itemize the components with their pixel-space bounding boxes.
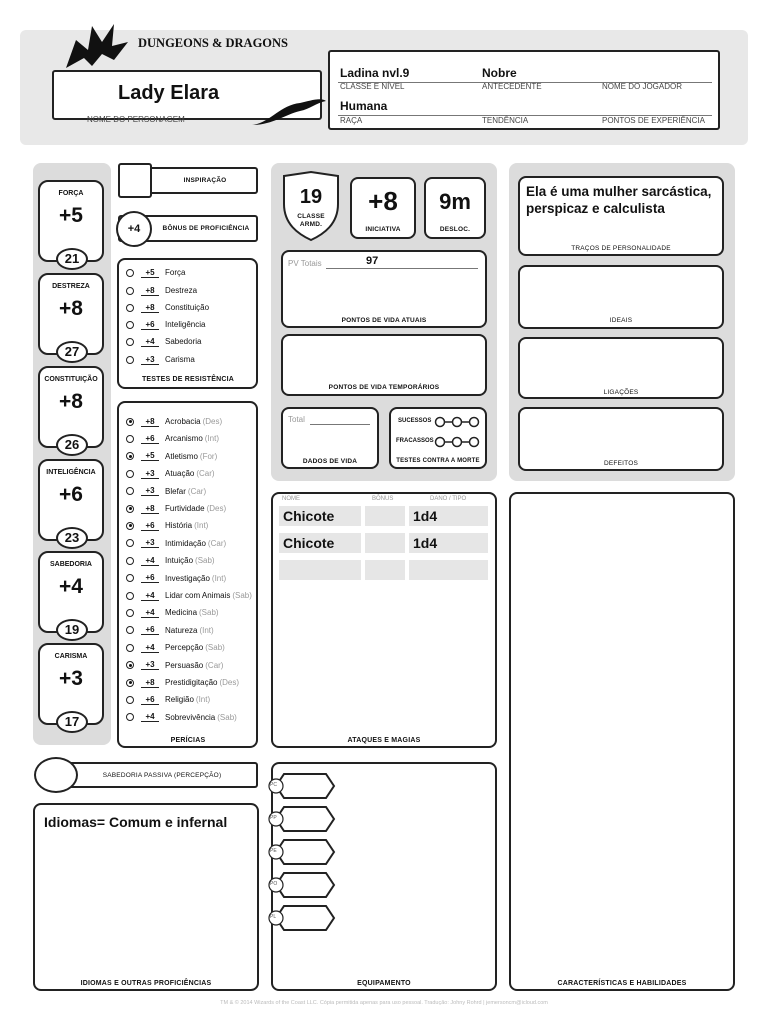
skill-value: +8	[141, 504, 159, 514]
bonds-label: LIGAÇÕES	[603, 389, 639, 396]
dragon-logo-icon	[62, 20, 132, 72]
skill-name: Atuação	[165, 469, 195, 479]
skill-prof-dot[interactable]	[126, 539, 134, 547]
skill-ability: (Des)	[219, 678, 240, 687]
skill-ability: (Sab)	[195, 556, 215, 566]
skill-row[interactable]	[126, 517, 208, 534]
speed-value[interactable]: 9m	[439, 189, 471, 214]
skill-row[interactable]	[126, 552, 215, 569]
ability-constituicao: CONSTITUIÇÃO +8 26	[38, 366, 104, 448]
ability-score[interactable]: 17	[56, 711, 88, 733]
initiative-value[interactable]: +8	[368, 186, 398, 216]
player-name-label: NOME DO JOGADOR	[602, 82, 683, 91]
xp-label: PONTOS DE EXPERIÊNCIA	[602, 116, 705, 125]
equipment-label: EQUIPAMENTO	[357, 980, 411, 987]
attack-bonus[interactable]	[365, 560, 405, 580]
skill-row[interactable]	[126, 535, 226, 552]
inspiration-label: INSPIRAÇÃO	[183, 177, 227, 184]
coin-label: PC	[270, 782, 277, 788]
ability-score[interactable]: 27	[56, 341, 88, 363]
skill-ability: (Sab)	[232, 591, 252, 600]
skill-row[interactable]	[126, 674, 239, 691]
armor-class-label: CLASSE ARMD.	[297, 213, 325, 228]
skill-row[interactable]	[126, 413, 222, 430]
skill-name: Prestidigitação	[165, 678, 218, 687]
ability-score[interactable]: 19	[56, 619, 88, 641]
ability-score[interactable]: 21	[56, 248, 88, 270]
skill-value: +8	[141, 678, 159, 688]
attack-name[interactable]	[279, 560, 361, 580]
ability-sabedoria: SABEDORIA +4 19	[38, 551, 104, 633]
skill-name: Natureza	[165, 625, 198, 635]
skill-name: Acrobacia	[165, 417, 201, 426]
ability-score[interactable]: 23	[56, 527, 88, 549]
skill-name: Medicina	[165, 608, 198, 618]
attack-bonus[interactable]	[365, 506, 405, 526]
skill-prof-dot[interactable]	[126, 435, 134, 443]
skill-value: +5	[141, 451, 159, 461]
skill-value: +6	[141, 573, 159, 583]
skill-name: Religião	[165, 695, 194, 705]
death-success-label: SUCESSOS	[398, 418, 432, 424]
death-saves-label: TESTES CONTRA A MORTE	[396, 458, 480, 464]
skill-ability: (Car)	[205, 660, 224, 670]
skill-value: +6	[141, 625, 159, 635]
skill-row[interactable]	[126, 587, 252, 604]
skill-value: +3	[141, 486, 159, 496]
skill-name: Blefar	[165, 486, 186, 496]
save-forca[interactable]: +5 Força	[126, 264, 185, 281]
skill-ability: (Car)	[187, 486, 207, 496]
skill-ability: (Des)	[202, 417, 223, 426]
race[interactable]: Humana	[340, 99, 388, 113]
class-level-label: CLASSE E NÍVEL	[340, 82, 405, 91]
logo-text: DUNGEONS & DRAGONS	[138, 36, 289, 50]
traits-text: Ela é uma mulher sarcástica, perspicaz e calculista	[526, 184, 712, 216]
skill-prof-dot[interactable]	[126, 557, 134, 565]
skill-ability: (Int)	[195, 695, 211, 705]
coin-field[interactable]	[268, 772, 336, 800]
skill-ability: (Car)	[207, 538, 227, 548]
skill-ability: (Sab)	[205, 643, 225, 653]
skill-row[interactable]	[126, 604, 219, 621]
armor-class-value[interactable]: 19	[299, 186, 323, 208]
ideals-label: IDEAIS	[609, 317, 633, 324]
hit-dice-total-line	[310, 424, 370, 425]
coin-field[interactable]	[268, 904, 336, 932]
attack-name[interactable]: Chicote	[279, 533, 361, 553]
alignment-label: TENDÊNCIA	[482, 116, 529, 125]
skill-prof-dot[interactable]	[126, 418, 134, 426]
save-constituicao[interactable]: +8 Constituição	[126, 299, 209, 316]
skill-row[interactable]	[126, 448, 217, 465]
character-name-label: NOME DO PERSONAGEM	[87, 115, 185, 124]
skill-name: Sobrevivência	[165, 712, 216, 722]
coin-field[interactable]	[268, 805, 336, 833]
ability-mod[interactable]: +8	[59, 390, 83, 413]
skill-name: Investigação	[165, 573, 210, 583]
skill-value: +3	[141, 538, 159, 548]
attack-damage[interactable]	[409, 560, 488, 580]
save-prof-dot[interactable]	[126, 356, 134, 364]
skill-ability: (Car)	[196, 469, 215, 479]
skill-ability: (Int)	[211, 573, 227, 583]
hit-dice-total-label: Total	[288, 415, 305, 424]
ability-mod[interactable]: +5	[59, 204, 83, 227]
save-prof-dot[interactable]	[126, 269, 134, 277]
skill-prof-dot[interactable]	[126, 661, 134, 669]
skill-prof-dot[interactable]	[126, 696, 134, 704]
skill-value: +4	[141, 591, 159, 601]
ability-inteligencia: INTELIGÊNCIA +6 23	[38, 459, 104, 541]
attack-damage[interactable]: 1d4	[409, 533, 488, 553]
skill-row[interactable]	[126, 465, 215, 482]
skill-ability: (Int)	[194, 521, 209, 531]
skill-row[interactable]	[126, 430, 219, 447]
skill-row[interactable]	[126, 639, 225, 656]
death-success-circles[interactable]	[434, 415, 480, 427]
skill-prof-dot[interactable]	[126, 609, 134, 617]
skill-name: História	[165, 521, 193, 531]
attacks-label: ATAQUES E MAGIAS	[347, 737, 421, 744]
proficiency-label: BÔNUS DE PROFICIÊNCIA	[162, 225, 250, 232]
background[interactable]: Nobre	[482, 66, 517, 80]
ability-score[interactable]: 26	[56, 434, 88, 456]
ability-forca: FORÇA +5 21	[38, 180, 104, 262]
passive-wisdom-value[interactable]	[34, 757, 78, 793]
features-label: CARACTERÍSTICAS E HABILIDADES	[557, 980, 687, 987]
skill-ability: (Sab)	[199, 608, 219, 618]
skill-prof-dot[interactable]	[126, 505, 134, 513]
skill-value: +4	[141, 556, 159, 566]
save-inteligencia[interactable]: +6 Inteligência	[126, 316, 205, 333]
attack-name[interactable]: Chicote	[279, 506, 361, 526]
save-sabedoria[interactable]: +4 Sabedoria	[126, 333, 201, 350]
ability-mod[interactable]: +4	[59, 575, 83, 598]
ability-mod[interactable]: +3	[59, 667, 83, 690]
flaws-label: DEFEITOS	[604, 460, 638, 467]
hit-dice-label: DADOS DE VIDA	[302, 458, 358, 465]
skill-name: Intuição	[165, 556, 194, 566]
skill-name: Arcanismo	[165, 434, 203, 444]
race-label: RAÇA	[340, 116, 363, 125]
skill-prof-dot[interactable]	[126, 487, 134, 495]
ability-carisma: CARISMA +3 17	[38, 643, 104, 725]
skill-prof-dot[interactable]	[126, 522, 134, 530]
attacks-box	[271, 492, 497, 748]
languages-box	[33, 803, 259, 991]
skill-prof-dot[interactable]	[126, 574, 134, 582]
proficiency-value[interactable]: +4	[116, 211, 152, 247]
hp-temp-label: PONTOS DE VIDA TEMPORÁRIOS	[328, 384, 440, 391]
ability-destreza: DESTREZA +8 27	[38, 273, 104, 355]
footer-copyright: TM & © 2014 Wizards of the Coast LLC. Cópia permitida apenas para uso pessoal. Tradução: Johny Rohrd | jemersoncm@icloud.com	[220, 1000, 548, 1006]
class-level[interactable]: Ladina nvl.9	[340, 66, 410, 80]
save-destreza[interactable]: +8 Destreza	[126, 282, 197, 299]
tail-icon	[250, 95, 328, 127]
death-fail-label: FRACASSOS	[396, 438, 434, 444]
ability-mod[interactable]: +6	[59, 483, 83, 506]
hp-total-line	[326, 268, 478, 269]
skill-ability: (Int)	[204, 434, 220, 444]
attacks-col-bonus: BÔNUS	[372, 496, 394, 502]
save-prof-dot[interactable]	[126, 304, 134, 312]
save-prof-dot[interactable]	[126, 287, 134, 295]
skill-ability: (Des)	[206, 504, 227, 513]
coin-field[interactable]	[268, 871, 336, 899]
skill-row[interactable]	[126, 657, 223, 674]
skill-prof-dot[interactable]	[126, 452, 134, 460]
save-prof-dot[interactable]	[126, 321, 134, 329]
background-label: ANTECEDENTE	[482, 82, 542, 91]
skill-row[interactable]	[126, 709, 237, 726]
skill-prof-dot[interactable]	[126, 470, 134, 478]
hp-total-value[interactable]: 97	[366, 255, 379, 267]
skill-ability: (For)	[199, 451, 218, 461]
skill-name: Lidar com Animais	[165, 591, 231, 600]
skill-prof-dot[interactable]	[126, 679, 134, 687]
coin-label: PL	[270, 914, 277, 920]
skill-name: Atletismo	[165, 451, 198, 461]
skill-name: Furtividade	[165, 504, 205, 513]
skill-row[interactable]	[126, 483, 206, 500]
passive-wisdom-label: SABEDORIA PASSIVA (PERCEPÇÃO)	[102, 772, 222, 779]
coin-field[interactable]	[268, 838, 336, 866]
traits-label: TRAÇOS DE PERSONALIDADE	[571, 245, 671, 252]
skill-value: +6	[141, 521, 159, 531]
skills-title: PERÍCIAS	[170, 737, 206, 744]
skill-value: +6	[141, 695, 159, 705]
skill-value: +4	[141, 712, 159, 722]
skill-value: +8	[141, 417, 159, 427]
skill-name: Intimidação	[165, 538, 206, 548]
coin-label: PE	[270, 848, 277, 854]
ability-mod[interactable]: +8	[59, 297, 83, 320]
skill-name: Percepção	[165, 643, 204, 653]
features-box[interactable]	[509, 492, 735, 991]
skill-value: +3	[141, 469, 159, 479]
skill-value: +4	[141, 643, 159, 653]
skill-prof-dot[interactable]	[126, 713, 134, 721]
skill-row[interactable]	[126, 691, 210, 708]
languages-text[interactable]: Idiomas= Comum e infernal	[44, 814, 228, 830]
coin-label: PP	[270, 815, 277, 821]
skill-prof-dot[interactable]	[126, 592, 134, 600]
attacks-col-damage: DANO / TIPO	[430, 496, 467, 502]
skill-row[interactable]	[126, 622, 214, 639]
coin-label: PO	[270, 881, 278, 887]
skill-name: Persuasão	[165, 660, 204, 670]
languages-label: IDIOMAS E OUTRAS PROFICIÊNCIAS	[80, 980, 212, 987]
save-prof-dot[interactable]	[126, 338, 134, 346]
character-name[interactable]: Lady Elara	[118, 82, 220, 104]
skill-prof-dot[interactable]	[126, 644, 134, 652]
skill-row[interactable]	[126, 500, 226, 517]
hp-current-label: PONTOS DE VIDA ATUAIS	[341, 317, 427, 324]
skill-value: +3	[141, 660, 159, 670]
saving-throws-title: TESTES DE RESISTÊNCIA	[141, 376, 235, 383]
skill-ability: (Sab)	[217, 712, 237, 722]
attack-bonus[interactable]	[365, 533, 405, 553]
death-fail-circles[interactable]	[434, 435, 480, 447]
attack-damage[interactable]: 1d4	[409, 506, 488, 526]
skill-value: +4	[141, 608, 159, 618]
attacks-col-name: NOME	[282, 496, 300, 502]
initiative-label: INICIATIVA	[365, 226, 401, 233]
hp-total-label: PV Totais	[288, 259, 322, 268]
skill-ability: (Int)	[199, 625, 214, 635]
skill-row[interactable]	[126, 570, 226, 587]
inspiration-checkbox[interactable]	[118, 163, 152, 198]
skill-prof-dot[interactable]	[126, 626, 134, 634]
save-carisma[interactable]: +3 Carisma	[126, 351, 195, 368]
skill-value: +6	[141, 434, 159, 444]
speed-label: DESLOC.	[439, 226, 471, 233]
